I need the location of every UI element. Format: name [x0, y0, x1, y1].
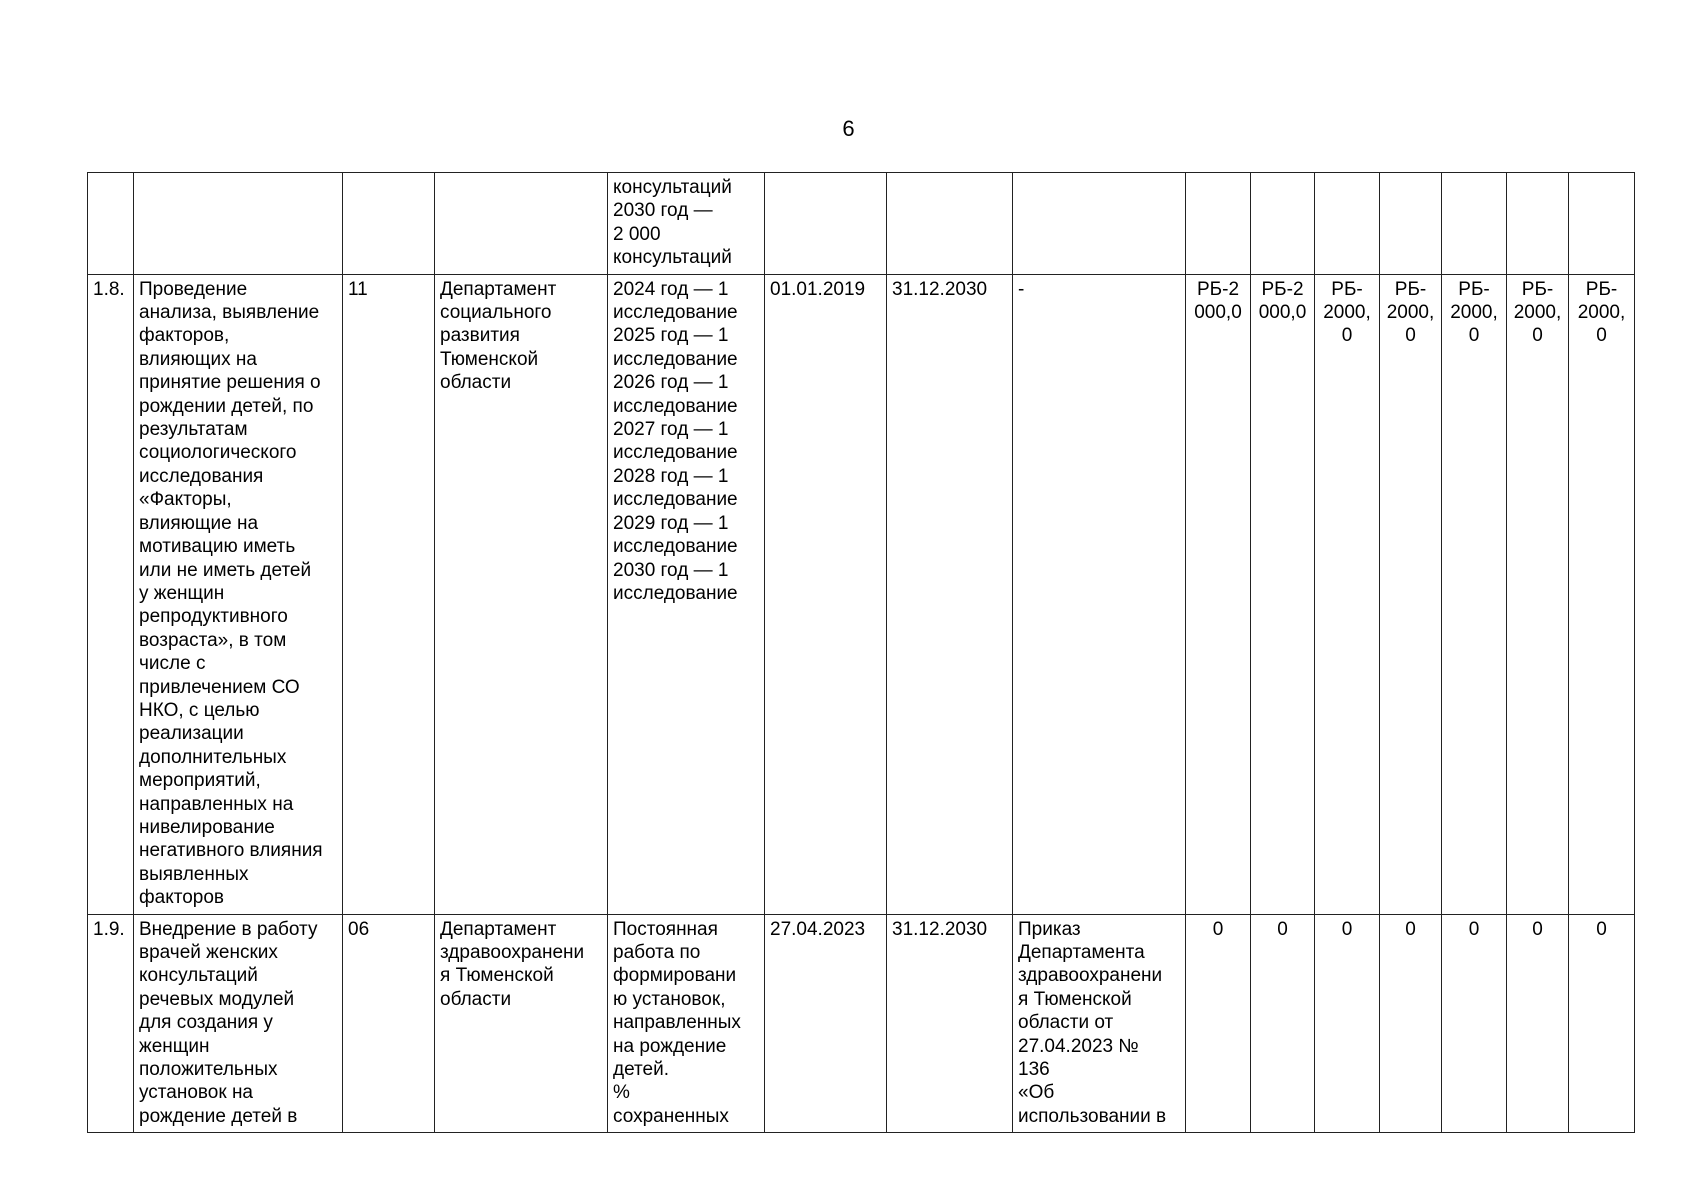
cell-doc	[1013, 914, 1186, 1133]
cell-line: 2025 год — 1	[613, 325, 729, 347]
cell-no	[88, 274, 134, 914]
cell-line: исследование	[613, 348, 738, 370]
cell-no	[88, 914, 134, 1133]
cell-line: для создания у	[139, 1012, 273, 1034]
cell-value-4	[1380, 173, 1442, 275]
value-line: 2000,	[1513, 302, 1562, 324]
cell-line: установок на	[139, 1082, 253, 1104]
cell-code	[343, 274, 435, 914]
cell-line: мероприятий,	[139, 770, 261, 792]
cell-line: исследование	[613, 536, 738, 558]
cell-line: сохраненных	[613, 1105, 729, 1127]
cell-value-6	[1507, 914, 1569, 1133]
cell-line: области	[440, 988, 512, 1010]
cell-line: -	[1018, 278, 1025, 300]
cell-value-2	[1251, 274, 1315, 914]
cell-text: 31.12.2030	[892, 918, 988, 940]
value-line: 000,0	[1194, 302, 1242, 324]
cell-line: здравоохранени	[440, 942, 585, 963]
cell-line: 2029 год — 1	[613, 512, 729, 534]
cell-line: женщин	[139, 1035, 210, 1057]
measures-table	[87, 172, 1635, 1133]
value-line: 0	[1596, 918, 1607, 940]
cell-value-6	[1507, 274, 1569, 914]
value-line: РБ-	[1458, 278, 1490, 300]
cell-text: 31.12.2030	[892, 278, 988, 300]
value-line: 2000,	[1450, 302, 1498, 324]
cell-line: ю установок,	[613, 988, 726, 1010]
cell-line: рождение детей в	[139, 1105, 298, 1127]
cell-value-5	[1442, 914, 1507, 1133]
cell-line: исследование	[613, 395, 738, 417]
value-line: 0	[1532, 918, 1543, 940]
cell-line: у женщин	[139, 582, 225, 604]
cell-line: я Тюменской	[1018, 988, 1132, 1010]
cell-line: рождении детей, по	[139, 395, 314, 417]
cell-name	[134, 173, 343, 275]
cell-line: области от	[1018, 1012, 1114, 1034]
cell-no	[88, 173, 134, 275]
cell-line: нивелирование	[139, 816, 275, 838]
cell-line: речевых модулей	[139, 988, 295, 1010]
cell-indicator	[608, 274, 765, 914]
cell-line: выявленных	[139, 863, 249, 885]
cell-name	[134, 914, 343, 1133]
value-line: РБ-	[1331, 278, 1363, 300]
cell-line: Постоянная	[613, 918, 718, 940]
value-line: 0	[1468, 325, 1480, 347]
cell-line: принятие решения о	[139, 372, 321, 394]
cell-line: или не иметь детей	[139, 559, 312, 581]
cell-line: социального	[440, 302, 552, 324]
cell-value-1	[1186, 173, 1251, 275]
value-line: 0	[1532, 325, 1543, 347]
cell-line: 136	[1018, 1059, 1050, 1081]
cell-indicator	[608, 914, 765, 1133]
cell-value-3	[1315, 173, 1380, 275]
cell-value-7	[1569, 173, 1635, 275]
cell-line: здравоохранени	[1018, 965, 1163, 987]
cell-value-7	[1569, 914, 1635, 1133]
cell-executor	[435, 173, 608, 275]
cell-line: консультаций	[613, 177, 732, 198]
cell-line: Департамент	[440, 918, 557, 940]
value-line: РБ-	[1394, 278, 1427, 300]
cell-line: «Факторы,	[139, 489, 232, 511]
table-row	[88, 274, 1635, 914]
cell-line: влияющие на	[139, 512, 259, 534]
cell-line: %	[613, 1082, 630, 1104]
cell-end	[887, 274, 1013, 914]
cell-value-3	[1315, 914, 1380, 1133]
cell-line: социологического	[139, 442, 297, 464]
cell-line: области	[440, 372, 512, 394]
cell-line: Департамент	[440, 278, 557, 300]
value-line: РБ-2	[1196, 278, 1240, 300]
value-line: РБ-	[1521, 278, 1554, 300]
cell-line: анализа, выявление	[139, 302, 320, 324]
cell-line: исследование	[613, 302, 738, 324]
cell-line: 2024 год — 1	[613, 278, 729, 300]
cell-line: мотивацию иметь	[139, 536, 296, 558]
cell-indicator	[608, 173, 765, 275]
cell-line: исследование	[613, 489, 738, 511]
value-line: 0	[1341, 918, 1353, 940]
value-line: 000,0	[1258, 302, 1307, 324]
cell-line: 2027 год — 1	[613, 419, 729, 441]
cell-line: Тюменской	[440, 348, 539, 370]
cell-value-6	[1507, 173, 1569, 275]
cell-line: репродуктивного	[139, 606, 288, 628]
value-line: 2000,	[1386, 302, 1435, 324]
cell-line: консультаций	[613, 247, 732, 269]
cell-line: реализации	[139, 723, 244, 745]
cell-line: исследования	[139, 465, 264, 487]
cell-value-2	[1251, 914, 1315, 1133]
cell-line: привлечением СО	[139, 676, 300, 698]
cell-line: дополнительных	[139, 746, 287, 768]
cell-line: влияющих на	[139, 348, 257, 370]
cell-line: Внедрение в работу	[139, 918, 318, 940]
table-row	[88, 914, 1635, 1133]
value-line: 0	[1405, 918, 1416, 940]
value-line: 0	[1405, 325, 1416, 347]
cell-value-1	[1186, 274, 1251, 914]
value-line: 0	[1341, 325, 1353, 347]
cell-code	[343, 914, 435, 1133]
cell-line: я Тюменской	[440, 965, 554, 987]
value-line: 0	[1596, 325, 1607, 347]
cell-text: 06	[348, 918, 370, 940]
cell-doc	[1013, 173, 1186, 275]
cell-line: 2028 год — 1	[613, 465, 729, 487]
cell-line: возраста», в том	[139, 629, 287, 651]
cell-value-2	[1251, 173, 1315, 275]
cell-value-1	[1186, 914, 1251, 1133]
cell-line: НКО, с целью	[139, 699, 260, 721]
cell-text: 1.9.	[93, 918, 125, 940]
cell-line: Департамента	[1018, 942, 1145, 963]
cell-executor	[435, 274, 608, 914]
value-line: 0	[1468, 918, 1480, 940]
cell-line: положительных	[139, 1059, 278, 1081]
cell-line: использовании в	[1018, 1105, 1167, 1127]
cell-line: исследование	[613, 442, 738, 464]
cell-end	[887, 914, 1013, 1133]
cell-line: 2030 год — 1	[613, 559, 729, 581]
value-line: 0	[1212, 918, 1224, 940]
value-line: 0	[1277, 918, 1288, 940]
value-line: РБ-	[1585, 278, 1618, 300]
cell-line: 2 000	[613, 223, 661, 245]
cell-text: 27.04.2023	[770, 918, 866, 940]
cell-name	[134, 274, 343, 914]
cell-line: Проведение	[139, 278, 248, 300]
cell-line: 27.04.2023 №	[1018, 1035, 1139, 1057]
cell-text: 11	[348, 278, 368, 300]
cell-text: 1.8.	[93, 278, 125, 300]
cell-line: исследование	[613, 582, 738, 604]
cell-line: направленных	[613, 1012, 741, 1034]
cell-line: формировани	[613, 965, 737, 987]
page-number: 6	[842, 116, 855, 141]
cell-line: «Об	[1018, 1082, 1055, 1104]
cell-code	[343, 173, 435, 275]
cell-line: врачей женских	[139, 942, 278, 963]
cell-value-3	[1315, 274, 1380, 914]
cell-line: результатам	[139, 419, 248, 441]
cell-doc	[1013, 274, 1186, 914]
cell-end	[887, 173, 1013, 275]
cell-line: Приказ	[1018, 918, 1081, 940]
cell-value-4	[1380, 274, 1442, 914]
cell-start	[765, 274, 887, 914]
cell-line: числе с	[139, 653, 206, 675]
value-line: РБ-2	[1261, 278, 1304, 300]
cell-line: 2026 год — 1	[613, 372, 729, 394]
cell-value-5	[1442, 173, 1507, 275]
cell-line: факторов,	[139, 325, 230, 347]
value-line: 2000,	[1577, 302, 1626, 324]
cell-value-5	[1442, 274, 1507, 914]
table-row	[88, 173, 1635, 275]
cell-line: детей.	[613, 1059, 669, 1081]
cell-line: работа по	[613, 942, 701, 963]
cell-line: на рождение	[613, 1035, 727, 1057]
cell-line: 2030 год —	[613, 200, 713, 222]
cell-line: направленных на	[139, 793, 294, 815]
cell-start	[765, 914, 887, 1133]
cell-text: 01.01.2019	[770, 278, 866, 300]
table-body	[88, 173, 1635, 1133]
cell-value-7	[1569, 274, 1635, 914]
cell-line: консультаций	[139, 965, 258, 987]
cell-line: развития	[440, 325, 520, 347]
cell-line: негативного влияния	[139, 840, 323, 862]
cell-value-4	[1380, 914, 1442, 1133]
cell-line: факторов	[139, 887, 225, 909]
cell-start	[765, 173, 887, 275]
value-line: 2000,	[1323, 302, 1371, 324]
cell-executor	[435, 914, 608, 1133]
